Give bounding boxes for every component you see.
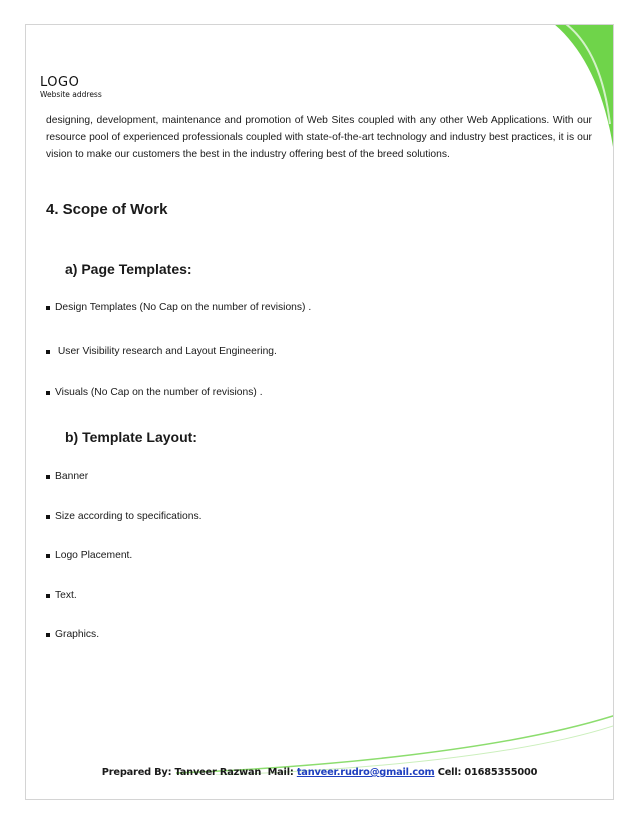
list-item-text: Size according to specifications. [55,511,202,522]
list-item [46,589,77,602]
list-item [46,301,311,314]
list-item [46,386,263,399]
list-item [46,510,202,523]
bullet-icon [46,633,50,637]
bullet-icon [46,515,50,519]
list-item-text: Banner [55,471,89,482]
list-item-text: Visuals (No Cap on the number of revisions) . [55,387,263,398]
intro-paragraph: designing, development, maintenance and promotion of Web Sites coupled with any other Web Applications. With our resource pool of experienced professionals coupled with state-of-the-art technology and industry best practices, it is our vision to make our customers the best in the industry offering best of the breed solutions. [46,115,592,160]
email-link[interactable]: tanveer.rudro@gmail.com [296,767,435,778]
logo-text: LOGO [40,75,80,90]
section-heading: 4. Scope of Work [46,201,168,218]
list-item-text: Text. [55,590,77,601]
bullet-icon [46,350,50,354]
cell-number: Cell: 01685355000 [437,767,538,778]
list-item-text: Logo Placement. [55,550,133,561]
bullet-icon [46,475,50,479]
list-item-text: Graphics. [55,629,100,640]
page-templates-heading: a) Page Templates: [65,261,192,277]
document-page [25,24,614,800]
website-address: Website address [40,90,102,99]
list-item [46,628,99,641]
bullet-icon [46,554,50,558]
list-item [46,549,132,562]
bullet-icon [46,306,50,310]
list-item-text: Design Templates (No Cap on the number of revisions) . [55,302,312,313]
logo [40,76,102,99]
bullet-icon [46,594,50,598]
list-item-text: User Visibility research and Layout Engineering. [55,346,277,357]
mail-label: Mail: [267,767,294,778]
prepared-by: Prepared By: Tanveer Razwan [101,767,262,778]
footer [26,767,613,778]
footer-swoosh-decoration [176,715,614,775]
bullet-icon [46,391,50,395]
template-layout-heading: b) Template Layout: [65,429,197,445]
list-item [46,345,277,358]
list-item [46,470,88,483]
